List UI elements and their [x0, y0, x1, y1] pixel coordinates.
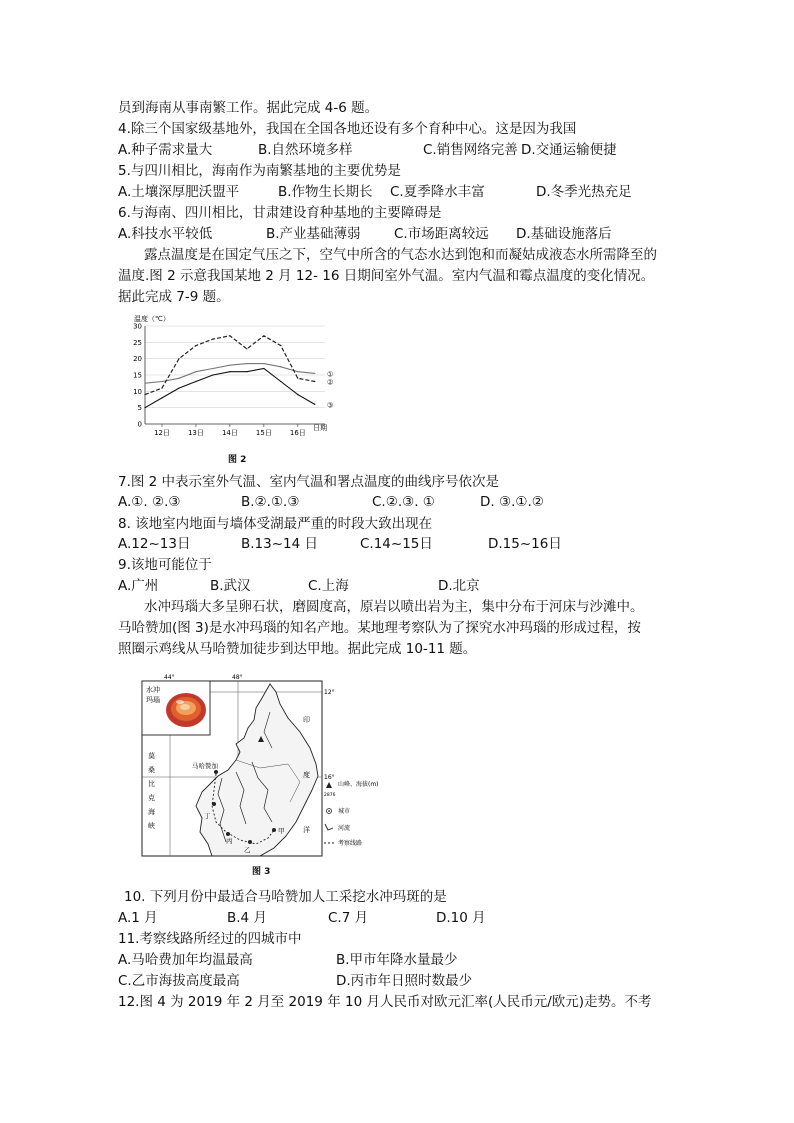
city-bing-marker: [226, 832, 230, 836]
city-ding-marker: [212, 802, 216, 806]
fig2-point-s1: [161, 381, 162, 382]
q8-stem: 8. 该地室内地面与墙体受湖最严重的时段大致出现在: [118, 516, 433, 532]
fig2-point-s2: [178, 358, 179, 359]
ocean-left-4: 克: [148, 794, 155, 802]
q12-stem: 12.图 4 为 2019 年 2 月至 2019 年 10 月人民币对欧元汇率(人民币元/欧元)走势。不考: [118, 994, 652, 1010]
agate-stone-image: [166, 693, 206, 727]
fig2-point-s2: [212, 338, 213, 339]
fig2-point-s2: [161, 387, 162, 388]
legend-peak-label: 山峰、海拔(m): [338, 781, 379, 788]
fig2-point-s2: [246, 348, 247, 349]
fig2-point-s1: [229, 365, 230, 366]
fig2-ylabel: 温度（℃）: [134, 315, 170, 323]
fig2-xtick-label: 16日: [289, 429, 306, 437]
q8-option-b: B.13~14 日: [241, 536, 319, 552]
q9-stem: 9.该地可能位于: [118, 557, 212, 573]
fig2-ytick-label: 20: [133, 355, 142, 364]
passage3-line-1: 水冲玛瑙大多呈卵石状，磨圆度高，原岩以喷出岩为主，集中分布于河床与沙滩中。: [144, 599, 644, 615]
fig2-ytick-label: 10: [133, 387, 142, 396]
city-mahajanga-label: 马哈赞加: [192, 762, 218, 770]
q8-option-a: A.12~13日: [118, 536, 191, 552]
fig2-xtick-label: 14日: [221, 429, 238, 437]
fig2-point-s2: [229, 335, 230, 336]
fig2-point-s1: [178, 378, 179, 379]
q9-option-a: A.广州: [118, 578, 159, 594]
fig2-point-s3: [212, 374, 213, 375]
fig2-xtick-label: 13日: [187, 429, 204, 437]
q4-option-d: D.交通运输便捷: [521, 142, 617, 158]
fig2-point-s2: [195, 345, 196, 346]
lat-label-16: 16°: [324, 774, 335, 781]
ocean-left-6: 峡: [148, 822, 155, 830]
legend-peak-icon: [326, 782, 332, 788]
legend-route-label: 考察线路: [338, 840, 363, 847]
q4-stem: 4.除三个国家级基地外，我国在全国各地还设有多个育种中心。这是因为我国: [118, 121, 577, 137]
fig2-point-s3: [144, 407, 145, 408]
fig2-ytick-label: 25: [133, 338, 142, 347]
ocean-left-3: 比: [148, 780, 155, 788]
city-jia-label: 甲: [278, 827, 285, 835]
city-yi-label: 乙: [244, 846, 251, 854]
ocean-right-2: 度: [303, 771, 310, 779]
legend-river-icon: [325, 824, 333, 830]
fig2-point-s3: [246, 371, 247, 372]
q7-option-a: A.①. ②.③: [118, 494, 181, 510]
figure-3: [140, 672, 390, 877]
fig2-point-s3: [280, 381, 281, 382]
passage2-line-1: 露点温度是在国定气压之下，空气中所含的气态水达到饱和而凝姑成液态水所需降至的: [144, 247, 657, 263]
city-jia-marker: [272, 828, 276, 832]
fig2-point-s1: [144, 383, 145, 384]
figure-2-chart: [125, 312, 355, 447]
q5-option-c: C.夏季降水丰富: [390, 184, 485, 200]
fig2-ytick-label: 15: [133, 371, 142, 380]
lat-label-12: 12°: [324, 689, 335, 696]
inset-label-2: 玛瑙: [146, 696, 160, 704]
q11-option-d: D.丙市年日照时数最少: [336, 973, 473, 989]
fig2-point-s1: [280, 366, 281, 367]
intro-line: 员到海南从事南繁工作。据此完成 4-6 题。: [118, 100, 379, 116]
fig2-series-3: [145, 369, 315, 408]
ocean-right-1: 印: [303, 716, 310, 724]
fig2-ytick-label: 30: [133, 322, 142, 331]
legend-city-label: 城市: [338, 808, 351, 815]
q9-option-d: D.北京: [438, 578, 480, 594]
q10-option-d: D.10 月: [436, 910, 486, 926]
passage2-line-2: 温度.图 2 示意我国某地 2 月 12- 16 日期间室外气温。室内气温和霉点温度的变化情况。: [118, 268, 655, 284]
q11-option-c: C.乙市海拔高度最高: [118, 973, 240, 989]
q8-option-c: C.14~15日: [360, 536, 433, 552]
q7-option-c: C.②.③. ①: [372, 494, 435, 510]
q8-option-d: D.15~16日: [488, 536, 562, 552]
q6-option-b: B.产业基础薄弱: [266, 226, 361, 242]
fig2-point-s3: [297, 394, 298, 395]
q10-stem: 10. 下列月份中最适合马哈赞加人工采挖水冲玛斑的是: [124, 889, 447, 905]
ocean-left-5: 海: [148, 808, 155, 816]
lon-label-44: 44°: [164, 674, 175, 681]
q4-option-c: C.销售网络完善: [423, 142, 518, 158]
q6-option-a: A.科技水平较低: [118, 226, 213, 242]
fig2-point-s1: [212, 368, 213, 369]
fig2-xtick-label: 12日: [154, 429, 170, 437]
fig2-series-label-3: ③: [327, 401, 334, 410]
fig2-point-s3: [229, 371, 230, 372]
ocean-left-1: 莫: [148, 752, 155, 760]
city-mahajanga-marker: [214, 770, 218, 774]
city-bing-label: 丙: [226, 837, 233, 845]
fig2-point-s2: [144, 394, 145, 395]
fig2-ytick-label: 5: [137, 404, 142, 413]
fig2-xtick-label: 15日: [255, 429, 272, 437]
figure-2-caption: 图 2: [228, 455, 247, 465]
q5-stem: 5.与四川相比，海南作为南繁基地的主要优势是: [118, 163, 401, 179]
figure-3-caption: 图 3: [252, 867, 271, 877]
fig2-point-s3: [178, 387, 179, 388]
q6-stem: 6.与海南、四川相比，甘肃建设育种基地的主要障碍是: [118, 205, 442, 221]
q11-option-b: B.甲市年降水量最少: [336, 952, 458, 968]
q5-option-d: D.冬季光热充足: [536, 184, 632, 200]
fig2-point-s2: [297, 378, 298, 379]
passage3-line-3: 照圈示鸡线从马哈赞加徒步到达甲地。据此完成 10-11 题。: [118, 641, 477, 657]
fig2-series-1: [145, 364, 315, 384]
figure-3-map: [140, 672, 390, 862]
q9-option-c: C.上海: [308, 578, 349, 594]
fig2-point-s3: [195, 381, 196, 382]
fig2-point-s2: [280, 345, 281, 346]
fig2-point-s1: [297, 371, 298, 372]
fig2-point-s1: [314, 373, 315, 374]
ocean-left-2: 桑: [148, 766, 155, 774]
passage3-line-2: 马哈赞加(图 3)是水冲玛瑙的知名产地。某地理考察队为了探究水冲玛瑙的形成过程，按: [118, 620, 641, 636]
q6-option-d: D.基础设施落后: [516, 226, 612, 242]
fig2-point-s3: [263, 368, 264, 369]
figure-2: [125, 312, 355, 464]
legend-river-label: 河流: [338, 825, 351, 832]
q4-option-a: A.种子需求量大: [118, 142, 213, 158]
fig2-point-s2: [314, 381, 315, 382]
fig2-point-s3: [314, 404, 315, 405]
ocean-right-3: 洋: [303, 826, 310, 834]
fig2-point-s1: [246, 363, 247, 364]
fig2-point-s2: [263, 335, 264, 336]
fig2-point-s1: [195, 371, 196, 372]
inset-label-1: 水冲: [146, 686, 160, 694]
city-yi-marker: [248, 840, 252, 844]
q10-option-a: A.1 月: [118, 910, 158, 926]
q6-option-c: C.市场距离较远: [394, 226, 489, 242]
q5-option-a: A.土壤深厚肥沃盟平: [118, 184, 240, 200]
q11-stem: 11.考察线路所经过的四城市中: [118, 931, 302, 947]
q4-option-b: B.自然环境多样: [258, 142, 353, 158]
q7-option-d: D. ③.①.②: [480, 494, 544, 510]
passage2-line-3: 据此完成 7-9 题。: [118, 289, 230, 305]
map-legend: [324, 780, 379, 847]
fig2-ytick-label: 0: [137, 420, 142, 429]
fig2-point-s3: [161, 397, 162, 398]
fig2-series-label-1: ①: [327, 370, 334, 379]
fig2-series-label-2: ②: [327, 378, 334, 387]
q7-stem: 7.图 2 中表示室外气温、室内气温和署点温度的曲线序号依次是: [118, 474, 500, 490]
fig2-xlabel: 日期: [313, 424, 327, 432]
q11-option-a: A.马哈费加年均温最高: [118, 952, 253, 968]
q9-option-b: B.武汉: [210, 578, 251, 594]
fig2-point-s1: [263, 363, 264, 364]
q10-option-b: B.4 月: [227, 910, 267, 926]
q5-option-b: B.作物生长期长: [278, 184, 373, 200]
q10-option-c: C.7 月: [328, 910, 369, 926]
city-ding-label: 丁: [204, 812, 211, 820]
legend-peak-value: 2876: [324, 793, 336, 798]
lon-label-48: 48°: [232, 674, 243, 681]
q7-option-b: B.②.①.③: [241, 494, 300, 510]
